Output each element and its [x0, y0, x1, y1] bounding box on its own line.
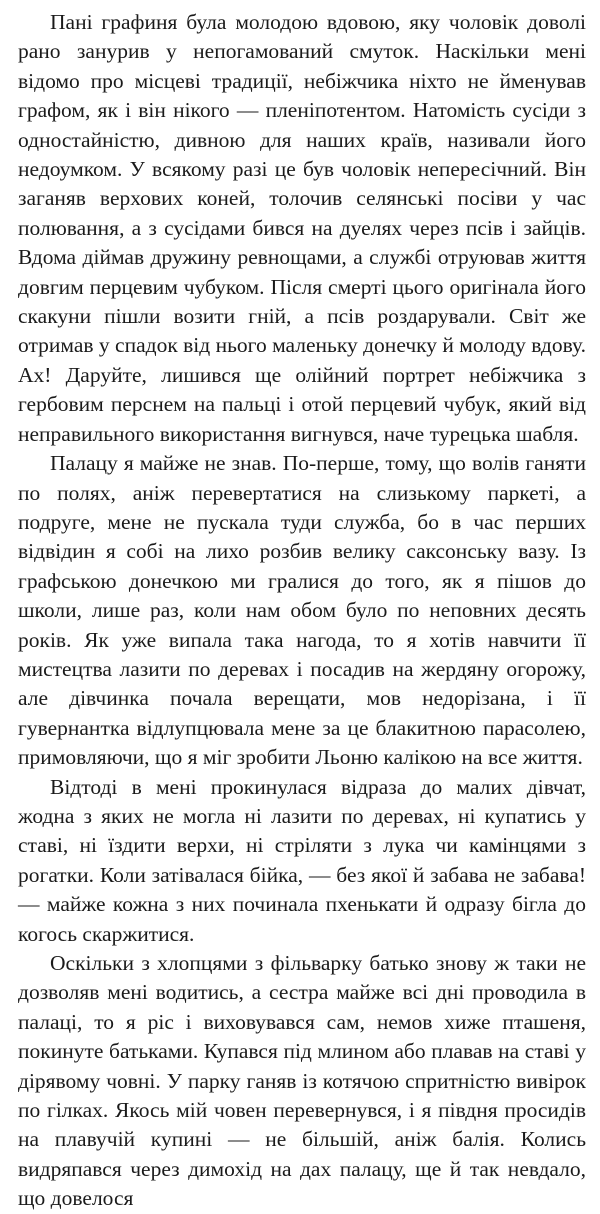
paragraph-1: Пані графиня була молодою вдовою, яку чоловік доволі рано занурив у непогамований смуток. Наскільки мені відомо про місцеві традиції, небіжчика ніхто не йменував графом, як і він нікого — пленіпотентом. Натомість сусіди з одностайністю, дивною для наших країв, називали його недоумком. У всякому разі це був чоловік непересічний. Він заганяв верхових коней, толочив селянські посіви у час полювання, а з сусідами бився на дуелях через псів і зайців. Вдома діймав дружину ревнощами, а службі отруював життя довгим перцевим чубуком. Після смерті цього оригінала його скакуни пішли возити гній, а псів роздарували. Світ же отримав у спадок від нього маленьку донечку й молоду вдову. Ах! Даруйте, лишився ще олійний портрет небіжчика з гербовим перснем на пальці і отой перцевий чубук, який від неправильного використання вигнувся, наче турецька шабля.: [18, 10, 586, 446]
book-page: [18, 8, 586, 1214]
paragraph-4: Оскільки з хлопцями з фільварку батько знову ж таки не дозволяв мені водитись, а сестра майже всі дні проводила в палаці, то я ріс і виховувався сам, немов хиже пташеня, покинуте батьками. Купався під млином або плавав на ставі у дірявому човні. У парку ганяв із котячою спритністю вивірок по гілках. Якось мій човен перевернувся, і я півдня просидів на плавучій купині — не більшій, аніж балія. Колись видряпався через димохід на дах палацу, ще й так невдало, що довелося: [18, 951, 586, 1211]
paragraph-3: Відтоді в мені прокинулася відраза до малих дівчат, жодна з яких не могла ні лазити по деревах, ні купатись у ставі, ні їздити верхи, ні стріляти з лука чи камінцями з рогатки. Коли затівалася бійка, — без якої й забава не забава! — майже кожна з них починала пхенькати й одразу бігла до когось скаржитися.: [18, 774, 586, 946]
paragraph-2: Палацу я майже не знав. По-перше, тому, що волів ганяти по полях, аніж перевертатися на слизькому паркеті, а подруге, мене не пускала туди служба, бо в час перших відвідин я собі на лихо розбив велику саксонську вазу. Із графською донечкою ми гралися до того, як я пішов до школи, лише раз, коли нам обом було по неповних десять років. Як уже випала така нагода, то я хотів навчити її мистецтва лазити по деревах і посадив на жердяну огорожу, але дівчинка почала верещати, мов недорізана, і її гувернантка відлупцювала мене за це блакитною парасолею, примовляючи, що я міг зробити Льоню калікою на все життя.: [18, 451, 586, 770]
